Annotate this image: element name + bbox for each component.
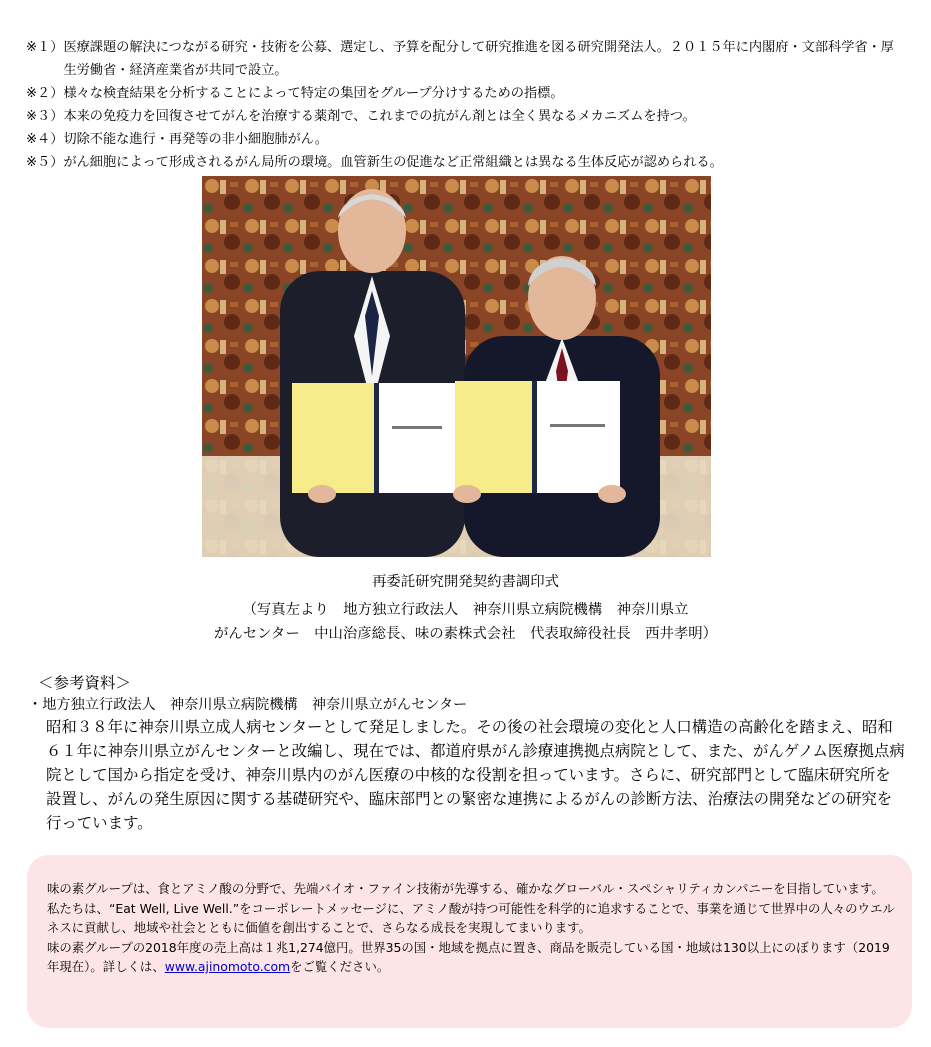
company-paragraph [47,938,897,977]
company-paragraph-text: をご覧ください。 [290,959,390,974]
footnote [26,128,906,151]
footnote-mark: ※２） [26,86,64,101]
footnote [26,36,906,82]
footnote-text: 本来の免疫力を回復させてがんを治療する薬剤で、これまでの抗がん剤とは全く異なるメカニズムを持つ。 [63,109,696,124]
reference-organization: ・地方独立行政法人 神奈川県立病院機構 神奈川県立がんセンター [28,697,468,713]
reference-body: 昭和３８年に神奈川県立成人病センターとして発足しました。その後の社会環境の変化と人口構造の高齢化を踏まえ、昭和６１年に神奈川県立がんセンターと改編し、現在では、都道府県がん診療連携拠点病院として、また、がんゲノム医療拠点病院として国から指定を受け、神奈川県内のがん医療の中核的な役割を担っています。さらに、研究部門として臨床研究所を設置し、がんの発生原因に関する基礎研究や、臨床部門との緊密な連携によるがんの診断方法、治療法の開発などの研究を行っています。 [46,718,905,832]
photo-illustration [202,176,711,557]
photo-caption-line: （写真左より 地方独立行政法人 神奈川県立病院機構 神奈川県立 [242,602,689,618]
footnote-mark: ※１） [26,40,64,55]
footnote-text: 医療課題の解決につながる研究・技術を公募、選定し、予算を配分して研究推進を図る研究開発法人。２０１５年に内閣府・文部科学省・厚生労働省・経済産業省が共同で設立。 [63,40,894,78]
signing-ceremony-photo [202,176,711,557]
ajinomoto-website-link[interactable]: www.ajinomoto.com [164,959,291,974]
company-paragraph-text: 味の素グループの2018年度の売上高は１兆1,274億円。世界35の国・地域を拠点に置き、商品を販売している国・地域は130以上にのぼります（2019年現在）。詳しくは、 [47,939,890,974]
reference-heading: ＜参考資料＞ [38,674,132,692]
photo-caption-line: がんセンター 中山治彦総長、味の素株式会社 代表取締役社長 西井孝明） [213,626,718,642]
photo-caption-title: 再委託研究開発契約書調印式 [371,574,560,590]
footnote [26,82,906,105]
footnote-mark: ※５） [26,155,64,170]
footnote-text: がん細胞によって形成されるがん局所の環境。血管新生の促進など正常組織とは異なる生体反応が認められる。 [63,155,723,170]
footnote-mark: ※３） [26,109,64,124]
footnote [26,105,906,128]
footnote-text: 様々な検査結果を分析することによって特定の集団をグループ分けするための指標。 [63,86,564,101]
footnotes [26,36,906,174]
company-profile-text [47,879,897,977]
company-paragraph: 味の素グループは、食とアミノ酸の分野で、先端バイオ・ファイン技術が先導する、確かなグローバル・スペシャリティカンパニーを目指しています。 [47,881,884,896]
footnote-mark: ※４） [26,132,64,147]
footnote [26,151,906,174]
company-profile-box [27,855,912,1028]
company-paragraph: 私たちは、“Eat Well, Live Well.”をコーポレートメッセージに、アミノ酸が持つ可能性を科学的に追求することで、事業を通じて世界中の人々のウエルネスに貢献し、地域や社会とともに価値を創出することで、さらなる成長を実現してまいります。 [47,900,895,935]
footnote-text: 切除不能な進行・再発等の非小細胞肺がん。 [63,132,328,147]
